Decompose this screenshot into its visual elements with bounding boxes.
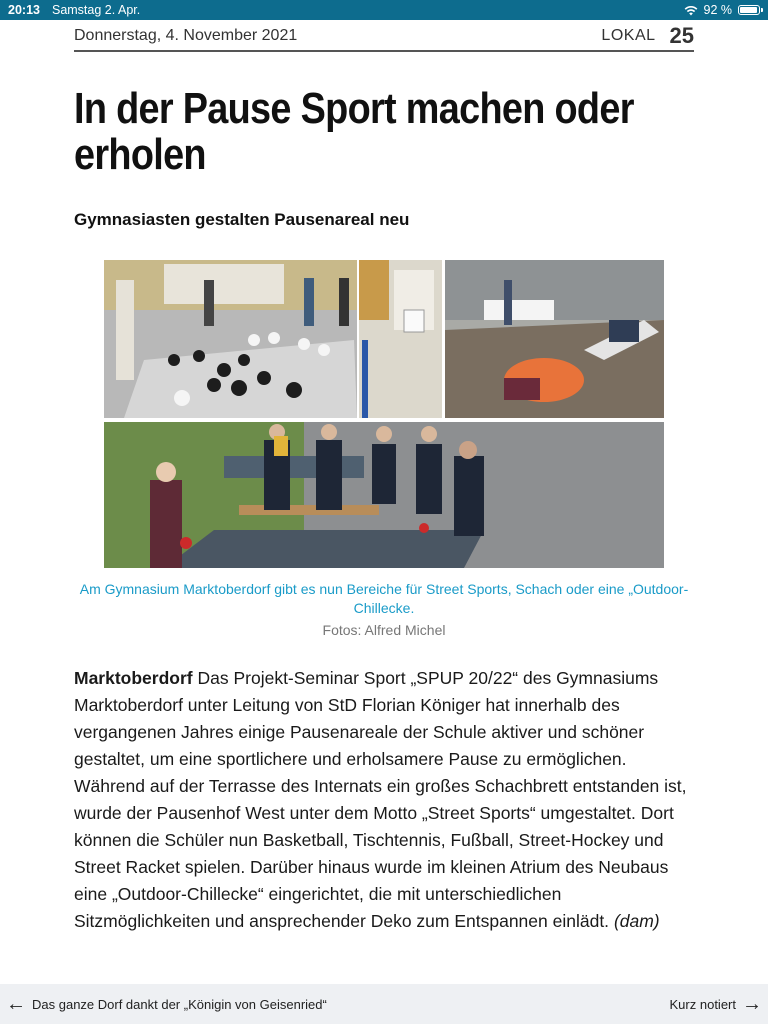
article-photo-collage[interactable] bbox=[104, 260, 664, 568]
photo-caption: Am Gymnasium Marktoberdorf gibt es nun Bereiche für Street Sports, Schach oder eine „Outdoor-Chillecke. bbox=[79, 581, 689, 616]
status-time: 20:13 bbox=[8, 3, 40, 17]
table-tennis-photo bbox=[104, 422, 664, 568]
article-author: (dam) bbox=[613, 911, 660, 931]
status-date: Samstag 2. Apr. bbox=[51, 3, 141, 17]
article-subhead: Gymnasiasten gestalten Pausenareal neu bbox=[74, 210, 410, 229]
photo-credit: Fotos: Alfred Michel bbox=[322, 622, 446, 638]
chill-corner-photo bbox=[445, 260, 664, 418]
article-body bbox=[74, 665, 699, 935]
arrow-right-icon: → bbox=[742, 993, 762, 1015]
previous-article-link[interactable] bbox=[6, 994, 327, 1014]
building-photo bbox=[359, 260, 442, 420]
page-number: 25 bbox=[669, 23, 694, 48]
arrow-left-icon: ← bbox=[6, 993, 26, 1015]
issue-date: Donnerstag, 4. November 2021 bbox=[74, 27, 298, 44]
page-header bbox=[74, 22, 694, 52]
article-text: Das Projekt-Seminar Sport „SPUP 20/22“ des Gymnasiums Marktoberdorf unter Leitung von StD Florian Königer hat innerhalb des vergangenen Jahres einige Pausenareale der Schule aktiver und schöner gestaltet, um eine sportlichere und erholsamere Pause zu ermöglichen. Während auf der Terrasse des Internats ein großes Schachbrett entstanden ist, wurde der Pausenhof West unter dem Motto „Street Sports“ umgestaltet. Dort können die Schüler nun Basketball, Tischtennis, Fußball, Street-Hockey und Street Racket spielen. Darüber hinaus wurde im kleinen Atrium des Neubaus eine „Outdoor-Chillecke“ eingerichtet, die mit unterschiedlichen Sitzmöglichkeiten und ansprechender Deko zum Entspannen einlädt. bbox=[74, 668, 687, 931]
wifi-icon bbox=[684, 5, 698, 16]
chess-photo bbox=[104, 260, 357, 418]
next-article-link[interactable] bbox=[670, 994, 762, 1014]
battery-icon bbox=[738, 5, 760, 15]
status-bar bbox=[0, 0, 768, 20]
article-navigation bbox=[0, 984, 768, 1024]
article-dateline: Marktoberdorf bbox=[74, 668, 193, 688]
previous-article-title: Das ganze Dorf dankt der „Königin von Geisenried“ bbox=[32, 996, 327, 1012]
article-headline: In der Pause Sport machen oder erholen bbox=[74, 84, 634, 179]
battery-percent: 92 % bbox=[703, 3, 732, 17]
next-article-title: Kurz notiert bbox=[669, 996, 736, 1012]
section-label: LOKAL bbox=[601, 27, 656, 44]
